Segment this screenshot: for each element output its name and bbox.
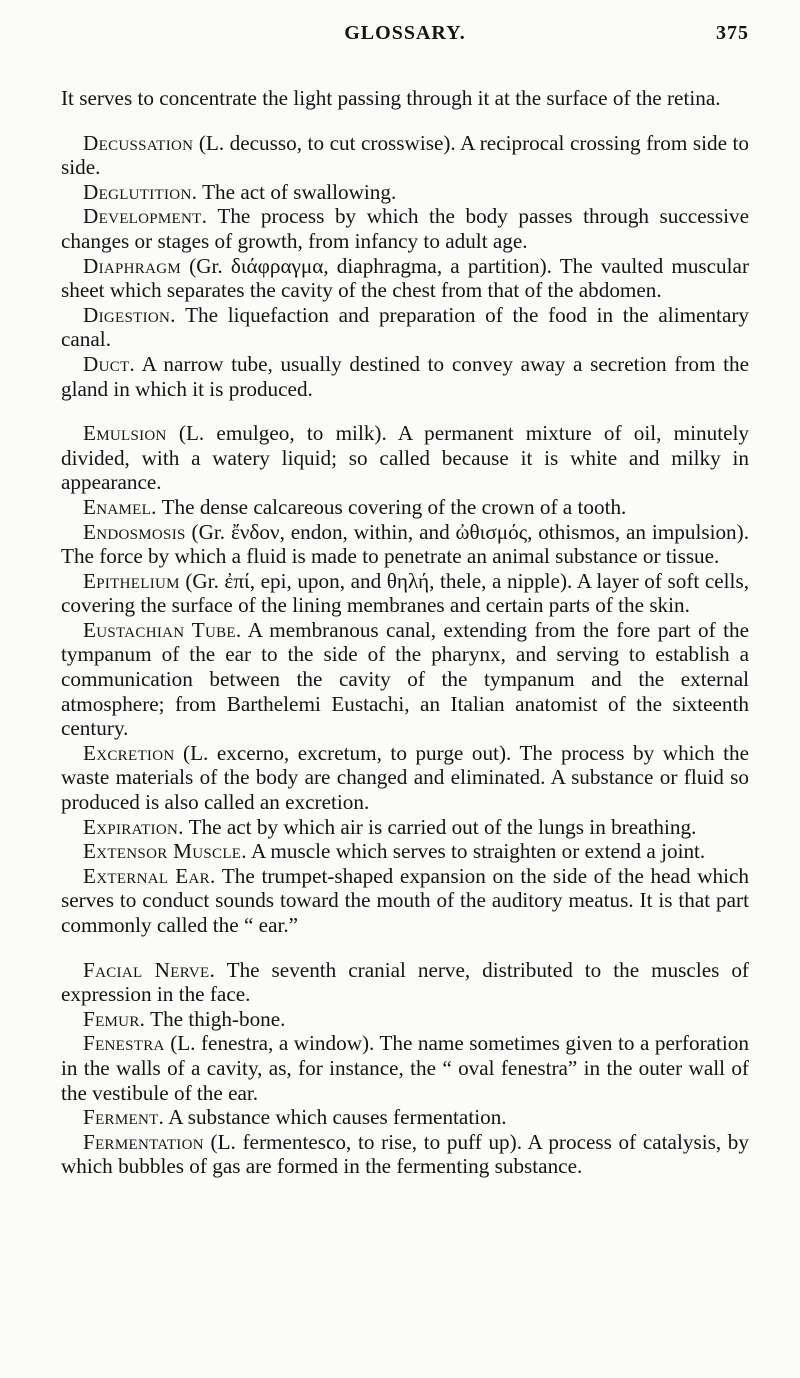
entry-definition: A substance which causes fermentation. [164,1105,507,1130]
entry-expiration [61,815,749,840]
entry-decussation [61,131,749,180]
entry-definition: The process by which the body passes through successive changes or stages of growth, from infancy to adult age. [61,204,749,253]
entry-definition: The trumpet-shaped expansion on the side of the head which serves to conduct sounds toward the mouth of the auditory meatus. It is that part commonly called the “ ear.” [61,863,749,937]
entry-definition: (L. fermentesco, to rise, to puff up). A process of catalysis, by which bubbles of gas are formed in the fermenting substance. [61,1129,749,1179]
entry-epithelium [61,569,749,618]
entry-extensor-muscle [61,839,749,864]
entry-endosmosis [61,520,749,569]
entry-definition: (L. excerno, excretum, to purge out). The process by which the waste materials of the body are changed and eliminated. A substance or fluid so produced is also called an excretion. [61,740,749,815]
entry-definition: (L. emulgeo, to milk). A permanent mixture of oil, minutely divided, with a watery liquid; so called because it is white and milky in appearance. [61,421,749,495]
entry-fenestra [61,1031,749,1105]
entry-definition: The seventh cranial nerve, distributed to the muscles of expression in the face. [61,957,749,1007]
entry-diaphragm [61,254,749,303]
entry-term: Eustachian Tube. [83,617,242,642]
entry-term: Endosmosis [83,519,186,544]
entry-term: Duct. [83,351,136,376]
entry-definition: (L. decusso, to cut crosswise). A reciprocal crossing from side to side. [61,130,749,180]
entry-term: Deglutition. [83,179,198,204]
entry-definition: The liquefaction and preparation of the food in the alimentary canal. [61,302,749,352]
entry-definition: (L. fenestra, a window). The name sometimes given to a perforation in the walls of a cavity, as, for instance, the “ oval fenestra” in the outer wall of the vestibule of the ear. [61,1031,749,1105]
entry-digestion [61,303,749,352]
entry-term: Facial Nerve. [83,957,216,982]
entry-definition: A muscle which serves to straighten or extend a joint. [246,839,706,864]
entry-ferment [61,1105,749,1130]
entry-term: Digestion. [83,302,176,327]
entry-term: Excretion [83,740,175,765]
entry-term: Extensor Muscle. [83,839,247,864]
entry-facial-nerve [61,958,749,1007]
entry-definition: (Gr. διάφραγμα, diaphragma, a partition). The vaulted muscular sheet which separates the cavity of the chest from that of the abdomen. [61,253,749,303]
entry-term: Expiration. [83,814,184,839]
continued-entry: It serves to concentrate the light passing through it at the surface of the retina. [61,86,721,110]
entry-deglutition [61,180,749,205]
entry-duct [61,352,749,401]
entry-definition: The act of swallowing. [197,179,397,204]
entry-femur [61,1007,749,1032]
entry-term: Femur. [83,1006,146,1031]
entry-definition: (Gr. ἐπί, epi, upon, and θηλή, thele, a nipple). A layer of soft cells, covering the surface of the lining membranes and certain parts of the skin. [61,568,749,618]
entry-emulsion [61,421,749,495]
entry-term: External Ear. [83,863,216,888]
page-header [61,22,749,62]
entry-excretion [61,741,749,815]
entry-term: Fermentation [83,1129,204,1154]
entry-term: Enamel. [83,494,157,519]
entry-term: Diaphragm [83,253,182,278]
page-number: 375 [716,22,749,44]
entry-term: Emulsion [83,421,167,446]
entry-definition: (Gr. ἔνδον, endon, within, and ὠθισμός, othismos, an impulsion). The force by which a fluid is made to penetrate an animal substance or tissue. [61,519,749,569]
running-title: GLOSSARY. [344,22,466,44]
entry-term: Epithelium [83,568,180,593]
entry-definition: A membranous canal, extending from the fore part of the tympanum of the ear to the side of the pharynx, and serving to establish a communication between the cavity of the tympanum and the external atmosphere; from Barthelemi Eustachi, an Italian anatomist of the sixteenth century. [61,617,749,741]
entry-definition: The dense calcareous covering of the crown of a tooth. [156,494,627,519]
entry-external-ear [61,864,749,938]
entry-development [61,204,749,253]
entry-term: Decussation [83,130,194,155]
entry-definition: The thigh-bone. [145,1006,286,1031]
entry-definition: The act by which air is carried out of the lungs in breathing. [183,814,697,839]
entry-term: Fenestra [83,1031,165,1056]
entry-eustachian-tube [61,618,749,741]
page [61,22,749,1179]
entry-definition: A narrow tube, usually destined to convey away a secretion from the gland in which it is produced. [61,351,749,401]
entry-term: Development. [83,204,208,229]
entry-fermentation [61,1130,749,1179]
entry-enamel [61,495,749,520]
entry-term: Ferment. [83,1105,165,1130]
glossary-body [61,86,749,1179]
